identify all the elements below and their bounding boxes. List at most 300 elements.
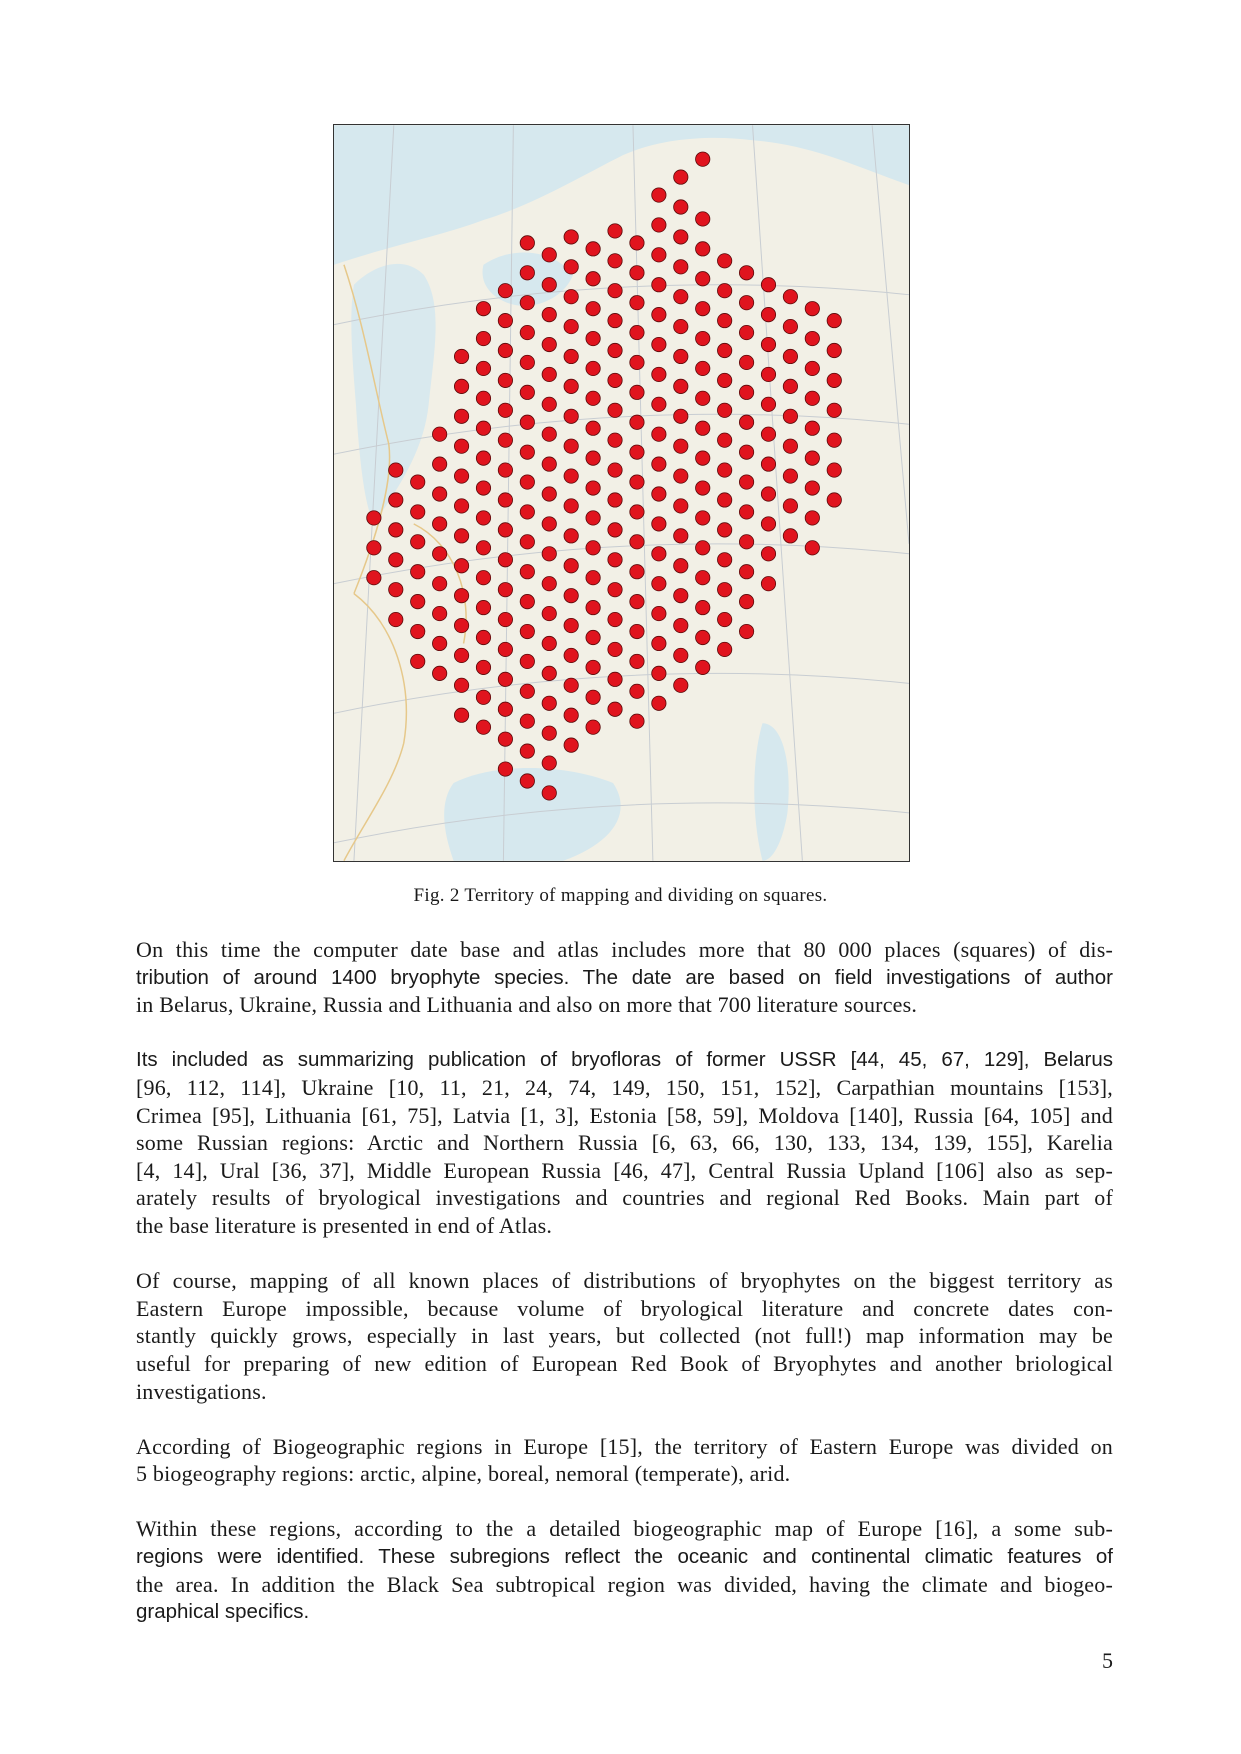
mapping-square-dot xyxy=(389,612,403,626)
mapping-square-dot xyxy=(630,505,644,519)
mapping-square-dot xyxy=(674,319,688,333)
mapping-square-dot xyxy=(652,696,666,710)
mapping-square-dot xyxy=(432,427,446,441)
mapping-square-dot xyxy=(564,738,578,752)
mapping-square-dot xyxy=(520,266,534,280)
mapping-square-dot xyxy=(432,547,446,561)
paragraph-line: tribution of around 1400 bryophyte species. The date are based on field investigations of author xyxy=(136,965,1113,989)
mapping-square-dot xyxy=(564,678,578,692)
mapping-square-dot xyxy=(542,547,556,561)
mapping-square-dot xyxy=(432,517,446,531)
body-text xyxy=(136,936,1113,1653)
paragraph-line: the base literature is presented in end of Atlas. xyxy=(136,1212,553,1238)
mapping-square-dot xyxy=(542,756,556,770)
paragraph-line: stantly quickly grows, especially in last years, but collected (not full!) map information may be xyxy=(136,1323,1113,1349)
mapping-square-dot xyxy=(564,409,578,423)
mapping-square-dot xyxy=(608,553,622,567)
mapping-square-dot xyxy=(630,654,644,668)
mapping-square-dot xyxy=(586,451,600,465)
mapping-square-dot xyxy=(652,337,666,351)
mapping-square-dot xyxy=(696,541,710,555)
mapping-square-dot xyxy=(542,577,556,591)
mapping-square-dot xyxy=(367,571,381,585)
mapping-square-dot xyxy=(674,618,688,632)
mapping-square-dot xyxy=(739,475,753,489)
mapping-square-dot xyxy=(674,559,688,573)
mapping-square-dot xyxy=(761,278,775,292)
mapping-square-dot xyxy=(783,439,797,453)
mapping-square-dot xyxy=(630,565,644,579)
mapping-square-dot xyxy=(542,307,556,321)
mapping-square-dot xyxy=(476,361,490,375)
mapping-square-dot xyxy=(652,427,666,441)
mapping-square-dot xyxy=(783,469,797,483)
paragraph-2 xyxy=(136,1046,1113,1239)
mapping-square-dot xyxy=(498,284,512,298)
mapping-square-dot xyxy=(652,397,666,411)
mapping-square-dot xyxy=(564,439,578,453)
mapping-square-dot xyxy=(432,636,446,650)
mapping-square-dot xyxy=(717,463,731,477)
mapping-square-dot xyxy=(498,702,512,716)
mapping-square-dot xyxy=(717,373,731,387)
mapping-square-dot xyxy=(520,624,534,638)
paragraph-line: investigations. xyxy=(136,1378,267,1404)
mapping-square-dot xyxy=(520,714,534,728)
mapping-square-dot xyxy=(564,290,578,304)
mapping-square-dot xyxy=(761,367,775,381)
mapping-square-dot xyxy=(564,260,578,274)
mapping-square-dot xyxy=(564,618,578,632)
mapping-square-dot xyxy=(805,451,819,465)
paragraph-3 xyxy=(136,1267,1113,1405)
mapping-square-dot xyxy=(476,331,490,345)
page-number: 5 xyxy=(1102,1648,1113,1673)
mapping-square-dot xyxy=(520,684,534,698)
paragraph-line: Of course, mapping of all known places of distributions of bryophytes on the biggest territory as xyxy=(136,1268,1113,1294)
mapping-square-dot xyxy=(586,571,600,585)
mapping-square-dot xyxy=(717,612,731,626)
mapping-square-dot xyxy=(476,511,490,525)
mapping-square-dot xyxy=(608,433,622,447)
mapping-square-dot xyxy=(542,606,556,620)
mapping-square-dot xyxy=(454,409,468,423)
mapping-square-dot xyxy=(498,523,512,537)
mapping-square-dot xyxy=(652,487,666,501)
mapping-square-dot xyxy=(652,218,666,232)
mapping-square-dot xyxy=(367,541,381,555)
mapping-square-dot xyxy=(367,511,381,525)
mapping-square-dot xyxy=(476,451,490,465)
mapping-square-dot xyxy=(739,325,753,339)
mapping-square-dot xyxy=(608,403,622,417)
mapping-square-dot xyxy=(783,499,797,513)
mapping-square-dot xyxy=(498,463,512,477)
mapping-square-dot xyxy=(827,433,841,447)
mapping-square-dot xyxy=(630,355,644,369)
mapping-square-dot xyxy=(674,349,688,363)
mapping-square-dot xyxy=(608,523,622,537)
mapping-square-dot xyxy=(542,487,556,501)
mapping-square-dot xyxy=(454,379,468,393)
mapping-square-dot xyxy=(717,582,731,596)
mapping-square-dot xyxy=(783,290,797,304)
mapping-square-dot xyxy=(454,648,468,662)
mapping-square-dot xyxy=(498,313,512,327)
mapping-square-dot xyxy=(805,481,819,495)
mapping-square-dot xyxy=(520,505,534,519)
mapping-square-dot xyxy=(542,517,556,531)
mapping-square-dot xyxy=(827,493,841,507)
mapping-square-dot xyxy=(542,786,556,800)
mapping-square-dot xyxy=(761,457,775,471)
mapping-square-dot xyxy=(432,666,446,680)
mapping-square-dot xyxy=(674,678,688,692)
paragraph-line: Its included as summarizing publication of bryofloras of former USSR [44, 45, 67, 129], Belarus xyxy=(136,1048,1113,1072)
mapping-square-dot xyxy=(476,571,490,585)
mapping-square-dot xyxy=(696,331,710,345)
mapping-square-dot xyxy=(586,511,600,525)
mapping-square-dot xyxy=(652,577,666,591)
mapping-square-dot xyxy=(717,523,731,537)
mapping-square-dot xyxy=(696,391,710,405)
mapping-square-dot xyxy=(608,254,622,268)
mapping-square-dot xyxy=(498,612,512,626)
mapping-square-dot xyxy=(630,415,644,429)
mapping-square-dot xyxy=(564,230,578,244)
mapping-square-dot xyxy=(827,343,841,357)
mapping-square-dot xyxy=(696,361,710,375)
mapping-square-dot xyxy=(608,642,622,656)
paragraph-line: graphical specifics. xyxy=(136,1600,310,1624)
mapping-square-dot xyxy=(432,577,446,591)
mapping-square-dot xyxy=(739,445,753,459)
mapping-square-dot xyxy=(586,720,600,734)
paragraph-line: regions were identified. These subregions reflect the oceanic and continental climatic features of xyxy=(136,1545,1113,1569)
mapping-square-dot xyxy=(739,565,753,579)
mapping-square-dot xyxy=(476,481,490,495)
mapping-square-dot xyxy=(520,445,534,459)
mapping-square-dot xyxy=(674,230,688,244)
mapping-square-dot xyxy=(520,744,534,758)
mapping-square-dot xyxy=(476,690,490,704)
mapping-square-dot xyxy=(717,284,731,298)
mapping-square-dot xyxy=(805,421,819,435)
mapping-square-dot xyxy=(630,236,644,250)
mapping-square-dot xyxy=(674,648,688,662)
mapping-square-dot xyxy=(696,481,710,495)
mapping-square-dot xyxy=(411,535,425,549)
paragraph-line: arately results of bryological investigations and countries and regional Red Books. Main part of xyxy=(136,1185,1113,1211)
paragraph-line: [96, 112, 114], Ukraine [10, 11, 21, 24, 74, 149, 150, 151, 152], Carpathian mountains [153], xyxy=(136,1074,1113,1100)
paragraph-line: the area. In addition the Black Sea subtropical region was divided, having the climate and biogeo- xyxy=(136,1571,1113,1597)
mapping-square-dot xyxy=(389,523,403,537)
mapping-square-dot xyxy=(608,343,622,357)
mapping-square-dot xyxy=(805,361,819,375)
mapping-square-dot xyxy=(586,331,600,345)
mapping-square-dot xyxy=(827,373,841,387)
mapping-square-dot xyxy=(454,349,468,363)
paragraph-line: useful for preparing of new edition of European Red Book of Bryophytes and another briological xyxy=(136,1350,1113,1376)
mapping-square-dot xyxy=(696,421,710,435)
mapping-square-dot xyxy=(783,319,797,333)
mapping-square-dot xyxy=(630,684,644,698)
mapping-square-dot xyxy=(805,391,819,405)
mapping-square-dot xyxy=(476,301,490,315)
mapping-square-dot xyxy=(827,313,841,327)
mapping-square-dot xyxy=(476,720,490,734)
mapping-square-dot xyxy=(761,427,775,441)
mapping-square-dot xyxy=(761,517,775,531)
mapping-square-dot xyxy=(520,654,534,668)
mapping-square-dot xyxy=(608,224,622,238)
territory-map-figure xyxy=(333,124,910,862)
mapping-square-dot xyxy=(652,188,666,202)
mapping-square-dot xyxy=(827,403,841,417)
mapping-square-dot xyxy=(411,505,425,519)
mapping-square-dot xyxy=(542,636,556,650)
mapping-square-dot xyxy=(498,493,512,507)
mapping-square-dot xyxy=(652,278,666,292)
mapping-square-dot xyxy=(564,588,578,602)
mapping-square-dot xyxy=(586,301,600,315)
mapping-square-dot xyxy=(739,385,753,399)
mapping-square-dot xyxy=(674,469,688,483)
mapping-square-dot xyxy=(432,606,446,620)
mapping-square-dot xyxy=(783,379,797,393)
mapping-square-dot xyxy=(498,433,512,447)
mapping-square-dot xyxy=(586,660,600,674)
mapping-square-dot xyxy=(389,463,403,477)
mapping-square-dot xyxy=(389,493,403,507)
mapping-square-dot xyxy=(630,445,644,459)
mapping-square-dot xyxy=(652,307,666,321)
mapping-square-dot xyxy=(805,511,819,525)
mapping-square-dot xyxy=(454,499,468,513)
mapping-square-dot xyxy=(586,630,600,644)
mapping-square-dot xyxy=(542,278,556,292)
mapping-square-dot xyxy=(454,529,468,543)
mapping-square-dot xyxy=(411,654,425,668)
mapping-square-dot xyxy=(608,284,622,298)
mapping-square-dot xyxy=(389,582,403,596)
mapping-square-dot xyxy=(805,301,819,315)
mapping-square-dot xyxy=(520,325,534,339)
mapping-square-dot xyxy=(586,541,600,555)
mapping-square-dot xyxy=(674,379,688,393)
mapping-square-dot xyxy=(674,529,688,543)
mapping-square-dot xyxy=(805,331,819,345)
mapping-square-dot xyxy=(761,577,775,591)
mapping-square-dot xyxy=(498,553,512,567)
mapping-square-dot xyxy=(696,301,710,315)
mapping-square-dot xyxy=(498,642,512,656)
mapping-square-dot xyxy=(696,571,710,585)
mapping-square-dot xyxy=(498,732,512,746)
mapping-square-dot xyxy=(586,600,600,614)
mapping-square-dot xyxy=(652,457,666,471)
mapping-square-dot xyxy=(586,391,600,405)
mapping-square-dot xyxy=(630,325,644,339)
mapping-square-dot xyxy=(805,541,819,555)
mapping-square-dot xyxy=(520,535,534,549)
mapping-square-dot xyxy=(542,427,556,441)
mapping-square-dot xyxy=(608,582,622,596)
mapping-square-dot xyxy=(432,457,446,471)
paragraph-1 xyxy=(136,936,1113,1019)
mapping-square-dot xyxy=(520,385,534,399)
mapping-square-dot xyxy=(542,367,556,381)
mapping-square-dot xyxy=(674,290,688,304)
mapping-square-dot xyxy=(783,529,797,543)
mapping-square-dot xyxy=(564,708,578,722)
mapping-square-dot xyxy=(630,266,644,280)
mapping-square-dot xyxy=(454,708,468,722)
mapping-square-dot xyxy=(564,469,578,483)
mapping-square-dot xyxy=(739,594,753,608)
mapping-square-dot xyxy=(476,630,490,644)
mapping-square-dot xyxy=(674,260,688,274)
mapping-square-dot xyxy=(411,594,425,608)
mapping-square-dot xyxy=(476,421,490,435)
mapping-square-dot xyxy=(454,618,468,632)
mapping-square-dot xyxy=(586,421,600,435)
mapping-square-dot xyxy=(674,588,688,602)
mapping-square-dot xyxy=(542,726,556,740)
paragraph-line: some Russian regions: Arctic and Northern Russia [6, 63, 66, 130, 133, 134, 139, 155], Karelia xyxy=(136,1130,1113,1156)
mapping-square-dot xyxy=(454,439,468,453)
mapping-square-dot xyxy=(476,660,490,674)
mapping-square-dot xyxy=(739,355,753,369)
mapping-square-dot xyxy=(564,559,578,573)
mapping-square-dot xyxy=(674,499,688,513)
mapping-square-dot xyxy=(783,409,797,423)
mapping-square-dot xyxy=(498,373,512,387)
mapping-square-dot xyxy=(761,487,775,501)
mapping-square-dot xyxy=(520,774,534,788)
mapping-square-dot xyxy=(652,636,666,650)
mapping-square-dot xyxy=(476,600,490,614)
paragraph-line: Crimea [95], Lithuania [61, 75], Latvia [1, 3], Estonia [58, 59], Moldova [140], Russia [64, 105] and xyxy=(136,1102,1113,1128)
mapping-square-dot xyxy=(717,493,731,507)
mapping-square-dot xyxy=(608,313,622,327)
mapping-square-dot xyxy=(696,451,710,465)
mapping-square-dot xyxy=(696,511,710,525)
mapping-square-dot xyxy=(717,403,731,417)
mapping-square-dot xyxy=(498,762,512,776)
mapping-square-dot xyxy=(520,594,534,608)
mapping-square-dot xyxy=(411,475,425,489)
mapping-square-dot xyxy=(717,553,731,567)
mapping-square-dot xyxy=(652,666,666,680)
mapping-square-dot xyxy=(542,248,556,262)
mapping-square-dot xyxy=(696,660,710,674)
mapping-square-dot xyxy=(674,409,688,423)
mapping-square-dot xyxy=(454,469,468,483)
mapping-square-dot xyxy=(432,487,446,501)
mapping-square-dot xyxy=(454,678,468,692)
paragraph-line: in Belarus, Ukraine, Russia and Lithuania and also on more that 700 literature sources. xyxy=(136,992,918,1018)
mapping-square-dot xyxy=(652,606,666,620)
mapping-square-dot xyxy=(389,553,403,567)
mapping-square-dot xyxy=(498,343,512,357)
mapping-square-dot xyxy=(652,248,666,262)
mapping-square-dot xyxy=(542,696,556,710)
mapping-square-dot xyxy=(520,475,534,489)
mapping-square-dot xyxy=(520,355,534,369)
paragraph-5 xyxy=(136,1515,1113,1625)
mapping-square-dot xyxy=(476,541,490,555)
mapping-square-dot xyxy=(739,535,753,549)
mapping-square-dot xyxy=(608,672,622,686)
paragraph-line: On this time the computer date base and atlas includes more that 80 000 places (squares) of dis- xyxy=(136,937,1113,962)
paragraph-line: 5 biogeography regions: arctic, alpine, boreal, nemoral (temperate), arid. xyxy=(136,1461,791,1487)
mapping-square-dot xyxy=(717,313,731,327)
figure-caption: Fig. 2 Territory of mapping and dividing on squares. xyxy=(413,885,828,906)
mapping-square-dot xyxy=(586,690,600,704)
mapping-square-dot xyxy=(630,385,644,399)
mapping-square-dot xyxy=(498,672,512,686)
mapping-square-dot xyxy=(696,152,710,166)
mapping-square-dot xyxy=(696,242,710,256)
mapping-square-dot xyxy=(827,463,841,477)
mapping-square-dot xyxy=(674,439,688,453)
mapping-square-dot xyxy=(564,529,578,543)
mapping-square-dot xyxy=(608,612,622,626)
mapping-square-dot xyxy=(630,475,644,489)
paragraph-line: According of Biogeographic regions in Europe [15], the territory of Eastern Europe was divided on xyxy=(136,1433,1113,1459)
mapping-square-dot xyxy=(739,266,753,280)
mapping-square-dot xyxy=(608,702,622,716)
mapping-square-dot xyxy=(564,648,578,662)
mapping-square-dot xyxy=(542,457,556,471)
mapping-square-dot xyxy=(761,307,775,321)
paragraph-4 xyxy=(136,1433,1113,1488)
mapping-square-dot xyxy=(564,499,578,513)
mapping-square-dot xyxy=(739,505,753,519)
mapping-square-dot xyxy=(717,642,731,656)
mapping-square-dot xyxy=(717,343,731,357)
mapping-square-dot xyxy=(652,517,666,531)
mapping-square-dot xyxy=(542,666,556,680)
mapping-square-dot xyxy=(586,481,600,495)
mapping-square-dot xyxy=(520,236,534,250)
mapping-square-dot xyxy=(608,373,622,387)
mapping-square-dot xyxy=(542,397,556,411)
mapping-square-dot xyxy=(520,295,534,309)
mapping-square-dot xyxy=(674,170,688,184)
mapping-square-dot xyxy=(761,547,775,561)
mapping-square-dot xyxy=(520,415,534,429)
mapping-square-dot xyxy=(739,624,753,638)
mapping-square-dot xyxy=(630,714,644,728)
mapping-square-dot xyxy=(454,588,468,602)
mapping-square-dot xyxy=(696,630,710,644)
mapping-square-dot xyxy=(696,272,710,286)
mapping-square-dot xyxy=(739,295,753,309)
mapping-square-dot xyxy=(564,349,578,363)
mapping-square-dot xyxy=(761,337,775,351)
mapping-square-dot xyxy=(564,379,578,393)
mapping-square-dot xyxy=(630,624,644,638)
mapping-square-dot xyxy=(783,349,797,363)
mapping-square-dot xyxy=(739,415,753,429)
territory-map xyxy=(334,125,909,861)
mapping-square-dot xyxy=(476,391,490,405)
mapping-square-dot xyxy=(761,397,775,411)
mapping-square-dot xyxy=(411,565,425,579)
mapping-square-dot xyxy=(498,582,512,596)
